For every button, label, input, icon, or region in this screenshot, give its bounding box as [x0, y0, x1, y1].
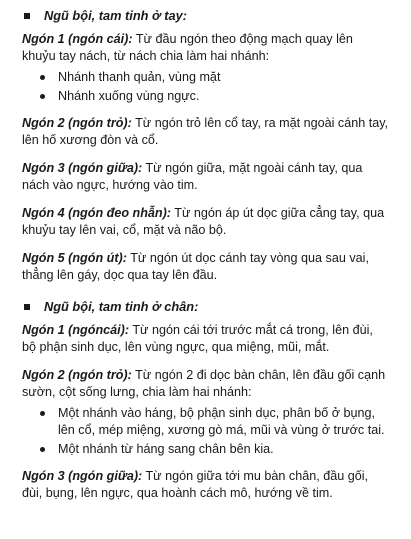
bullet-list: [22, 69, 389, 105]
list-item-text: Nhánh thanh quản, vùng mặt: [58, 70, 221, 84]
list-item-text: Một nhánh từ háng sang chân bên kia.: [58, 442, 274, 456]
paragraph-lead: Ngón 1 (ngóncái):: [22, 323, 130, 337]
bullet-dot-icon: [40, 447, 45, 452]
paragraph-text: Từ ngón áp út dọc giữa cẳng tay, qua khuỷu tay lên vai, cổ, mặt và não bộ.: [22, 206, 385, 237]
paragraph-hand-finger-1: [22, 31, 389, 65]
paragraph-text: Từ ngón trỏ lên cổ tay, ra mặt ngoài cánh tay, lên hố xương đòn và cổ.: [22, 116, 389, 147]
paragraph-text: Từ ngón giữa tới mu bàn chân, đầu gối, đùi, bụng, lên ngực, qua hoành cách mô, hướng về tim.: [22, 469, 369, 500]
paragraph-lead: Ngón 3 (ngón giữa):: [22, 469, 143, 483]
paragraph-lead: Ngón 2 (ngón trỏ):: [22, 368, 132, 382]
section-heading-hand: [22, 7, 389, 24]
paragraph-hand-finger-4: [22, 205, 389, 239]
list-item: [38, 441, 389, 458]
section-title: Ngũ bội, tam tinh ở tay:: [44, 8, 187, 23]
bullet-dot-icon: [40, 94, 45, 99]
section-title: Ngũ bội, tam tinh ở chân:: [44, 299, 199, 314]
paragraph-hand-finger-3: [22, 160, 389, 194]
square-bullet-icon: [24, 304, 30, 310]
bullet-dot-icon: [40, 75, 45, 80]
paragraph-text: Từ ngón giữa, mặt ngoài cánh tay, qua nách vào ngực, hướng vào tim.: [22, 161, 363, 192]
paragraph-text: Từ ngón cái tới trước mắt cá trong, lên đùi, bộ phận sinh dục, lên vùng ngực, qua miệng, mũi, mắt.: [22, 323, 373, 354]
paragraph-text: Từ ngón út dọc cánh tay vòng qua sau vai, thẳng lên gáy, dọc qua tay lên đầu.: [22, 251, 369, 282]
paragraph-text: Từ đầu ngón theo động mạch quay lên khuỷu tay nách, từ nách chia làm hai nhánh:: [22, 32, 353, 63]
paragraph-lead: Ngón 4 (ngón đeo nhẫn):: [22, 206, 171, 220]
paragraph-lead: Ngón 1 (ngón cái):: [22, 32, 133, 46]
list-item: [38, 405, 389, 439]
list-item: [38, 69, 389, 86]
paragraph-foot-toe-3: [22, 468, 389, 502]
list-item-text: Một nhánh vào háng, bộ phận sinh dục, phân bố ở bụng, lên cổ, mép miệng, xương gò má, mũi và vùng ở trước tai.: [58, 406, 385, 437]
paragraph-lead: Ngón 3 (ngón giữa):: [22, 161, 143, 175]
paragraph-hand-finger-5: [22, 250, 389, 284]
bullet-list: [22, 405, 389, 458]
paragraph-lead: Ngón 5 (ngón út):: [22, 251, 127, 265]
paragraph-foot-toe-1: [22, 322, 389, 356]
paragraph-foot-toe-2: [22, 367, 389, 401]
bullet-dot-icon: [40, 411, 45, 416]
list-item-text: Nhánh xuống vùng ngực.: [58, 89, 200, 103]
paragraph-text: Từ ngón 2 đi dọc bàn chân, lên đầu gối cạnh sườn, cột sống lưng, chia làm hai nhánh:: [22, 368, 386, 399]
square-bullet-icon: [24, 13, 30, 19]
paragraph-hand-finger-2: [22, 115, 389, 149]
list-item: [38, 88, 389, 105]
paragraph-lead: Ngón 2 (ngón trỏ):: [22, 116, 132, 130]
section-heading-foot: [22, 298, 389, 315]
